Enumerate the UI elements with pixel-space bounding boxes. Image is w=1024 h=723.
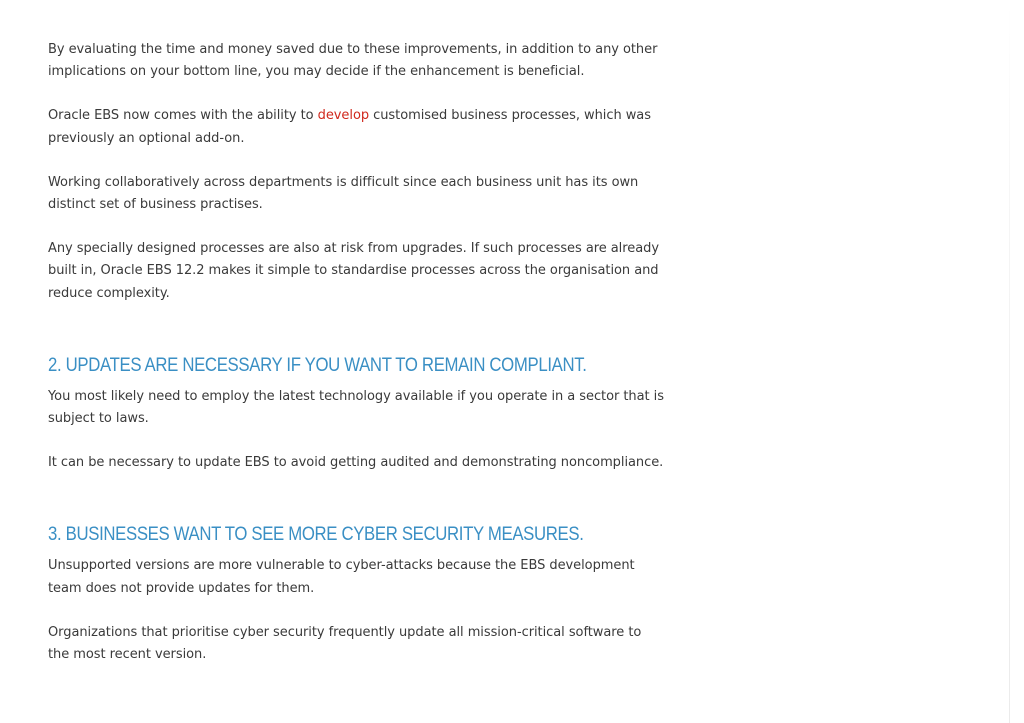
intro-paragraph-2 [48, 105, 666, 149]
section-3-paragraph-1: Unsupported versions are more vulnerable to cyber-attacks because the EBS development team does not provide updates for them. [48, 558, 635, 596]
section-2-heading: 2. UPDATES ARE NECESSARY IF YOU WANT TO REMAIN COMPLIANT. [48, 353, 587, 376]
intro-paragraph-1: By evaluating the time and money saved due to these improvements, in addition to any other implications on your bottom line, you may decide if the enhancement is beneficial. [48, 42, 658, 80]
section-2-paragraph-2: It can be necessary to update EBS to avoid getting audited and demonstrating noncompliance. [48, 455, 664, 471]
intro-paragraph-2-start: Oracle EBS now comes with the ability to [48, 108, 318, 124]
page-edge-divider [1009, 0, 1010, 723]
section-3-heading: 3. BUSINESSES WANT TO SEE MORE CYBER SECURITY MEASURES. [48, 523, 584, 546]
section-2-paragraph-1: You most likely need to employ the latest technology available if you operate in a sector that is subject to laws. [48, 388, 664, 427]
intro-paragraph-2-end: customised business processes, which was previously an optional add-on. [48, 108, 651, 146]
article-body [48, 39, 666, 688]
intro-paragraph-3: Working collaboratively across departments is difficult since each business unit has its own distinct set of business practises. [48, 174, 639, 213]
develop-link[interactable]: develop [317, 108, 370, 124]
intro-paragraph-4: Any specially designed processes are also at risk from upgrades. If such processes are already built in, Oracle EBS 12.2 makes it simple to standardise processes across the organisation and reduce complexity. [48, 241, 659, 301]
section-3-paragraph-2: Organizations that prioritise cyber security frequently update all mission-critical software to the most recent version. [48, 624, 642, 663]
